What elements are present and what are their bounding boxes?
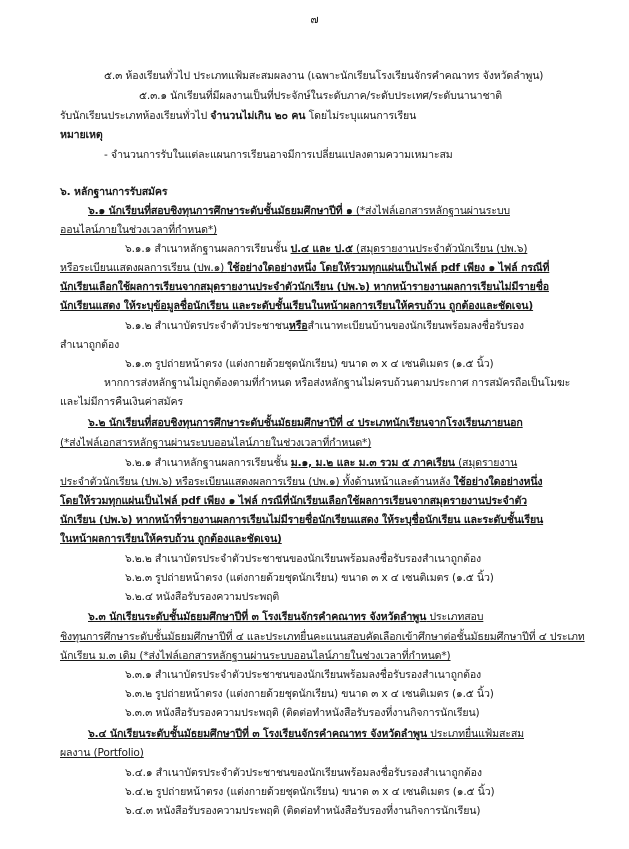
text-line [125, 688, 494, 701]
text-line [125, 457, 517, 470]
text-line [125, 320, 524, 333]
text-segment: ๖.๒ นักเรียนที่สอบชิงทุนการศึกษาระดับชั้นมัธยมศึกษาปีที่ ๔ ประเภทนักเรียนจากโรงเรียนภายนอก [88, 417, 523, 429]
text-line [60, 747, 144, 760]
text-segment: หมายเหตุ [60, 129, 103, 141]
text-line [125, 805, 480, 818]
text-segment: รับนักเรียนประเภทห้องเรียนทั่วไป [60, 110, 211, 122]
text-line [125, 591, 279, 604]
text-segment: ๖.๒.๓ รูปถ่ายหน้าตรง (แต่งกายด้วยชุดนักเรียน) ขนาด ๓ x ๔ เซนติเมตร (๑.๕ นิ้ว) [125, 572, 494, 584]
text-segment: หากการส่งหลักฐานไม่ถูกต้องตามที่กำหนด หรือส่งหลักฐานไม่ครบถ้วนตามประกาศ การสมัครถือเป็นโมฆะ [104, 377, 571, 389]
text-segment: ๖.๑.๒ สำเนาบัตรประจำตัวประชาชน [125, 320, 289, 332]
text-line [60, 281, 549, 294]
text-segment: โดยไม่ระบุแผนการเรียน [305, 110, 417, 122]
text-line [125, 553, 481, 566]
text-line [60, 300, 533, 313]
text-line [88, 611, 483, 624]
page-number: ๗ [310, 13, 319, 26]
text-line [60, 650, 451, 663]
text-segment: สำเนาถูกต้อง [60, 339, 120, 351]
text-line [125, 669, 481, 682]
text-line [60, 396, 183, 409]
text-line [60, 437, 371, 450]
text-line [60, 495, 527, 508]
text-line [88, 205, 510, 218]
text-segment: ๖.๑.๑ สำเนาหลักฐานผลการเรียนชั้น [125, 243, 291, 255]
text-segment: ชิงทุนการศึกษาระดับชั้นมัธยมศึกษาปีที่ ๔ และประเภทยื่นคะแนนสอบคัดเลือกเข้าศึกษาต่อชั้นมัธยมศึกษาปีที่ ๔ ประเภท [60, 631, 585, 643]
text-segment: ๖.๑ นักเรียนที่สอบชิงทุนการศึกษาระดับชั้นมัธยมศึกษาปีที่ ๑ [88, 205, 353, 217]
text-line [60, 339, 119, 352]
text-segment: สำเนาทะเบียนบ้านของนักเรียนพร้อมลงชื่อรับรอง [307, 320, 524, 332]
text-segment: ม.๑, ม.๒ และ ม.๓ รวม ๕ ภาคเรียน [290, 457, 455, 469]
text-segment: ๖.๑.๓ รูปถ่ายหน้าตรง (แต่งกายด้วยชุดนักเรียน) ขนาด ๓ x ๔ เซนติเมตร (๑.๕ นิ้ว) [125, 358, 494, 370]
text-line [104, 149, 453, 162]
text-segment: ๖.๒.๑ สำเนาหลักฐานผลการเรียนชั้น [125, 457, 291, 469]
text-segment: ป.๔ และ ป.๕ [290, 243, 353, 255]
text-segment: (สมุดรายงาน [454, 457, 518, 469]
text-line [60, 476, 542, 489]
text-segment: ๖.๔.๑ สำเนาบัตรประจำตัวประชาชนของนักเรียนพร้อมลงชื่อรับรองสำเนาถูกต้อง [125, 767, 482, 779]
text-line [60, 514, 543, 527]
text-segment: ๖.๓.๒ รูปถ่ายหน้าตรง (แต่งกายด้วยชุดนักเรียน) ขนาด ๓ x ๔ เซนติเมตร (๑.๕ นิ้ว) [125, 688, 494, 700]
text-segment: (*ส่งไฟล์เอกสารหลักฐานผ่านระบบออนไลน์ภายในช่วงเวลาที่กำหนด*) [60, 437, 372, 449]
text-line [104, 70, 543, 83]
text-segment: ๖.๔.๓ หนังสือรับรองความประพฤติ (ติดต่อทำหนังสือรับรองที่งานกิจการนักเรียน) [125, 805, 481, 817]
text-segment: ๖.๔ นักเรียนระดับชั้นมัธยมศึกษาปีที่ ๓ โรงเรียนจักรคำคณาทร จังหวัดลำพูน [88, 728, 427, 740]
text-line [60, 110, 416, 123]
text-line [125, 243, 527, 256]
text-segment: นักเรียนเลือกใช้ผลการเรียนจากสมุดรายงานประจำตัวนักเรียน (ปพ.๖) หากหน้ารายงานผลการเรียนไม่มีรายชื่อ [60, 281, 549, 293]
text-segment: จำนวนไม่เกิน ๒๐ คน [210, 110, 306, 122]
text-segment: ๖.๓ นักเรียนระดับชั้นมัธยมศึกษาปีที่ ๓ โรงเรียนจักรคำคณาทร จังหวัดลำพูน [88, 611, 427, 623]
text-segment: นักเรียน ม.๓ เดิม (*ส่งไฟล์เอกสารหลักฐานผ่านระบบออนไลน์ภายในช่วงเวลาที่กำหนด*) [60, 650, 451, 662]
text-segment: ใช้อย่างใดอย่างหนึ่ง [453, 476, 543, 488]
section-heading [60, 186, 167, 199]
text-segment: และไม่มีการคืนเงินค่าสมัคร [60, 396, 183, 408]
text-segment: ๖. หลักฐานการรับสมัคร [60, 186, 168, 198]
text-segment: ๖.๒.๒ สำเนาบัตรประจำตัวประชาชนของนักเรียนพร้อมลงชื่อรับรองสำเนาถูกต้อง [125, 553, 482, 565]
text-segment: หรือระเบียนแสดงผลการเรียน (ปพ.๑) [60, 262, 228, 274]
text-line [60, 224, 217, 237]
text-segment: ๖.๓.๑ สำเนาบัตรประจำตัวประชาชนของนักเรียนพร้อมลงชื่อรับรองสำเนาถูกต้อง [125, 669, 482, 681]
text-segment: ใช้อย่างใดอย่างหนึ่ง โดยให้รวมทุกแผ่นเป็นไฟล์ pdf เพียง ๑ ไฟล์ กรณีที่ [227, 262, 550, 274]
text-segment: หรือ [288, 320, 308, 332]
text-segment: ๖.๓.๓ หนังสือรับรองความประพฤติ (ติดต่อทำหนังสือรับรองที่งานกิจการนักเรียน) [125, 707, 480, 719]
text-segment: นักเรียน (ปพ.๖) หากหน้าที่รายงานผลการเรียนไม่มีรายชื่อนักเรียนแสดง ให้ระบุชื่อนักเรียน และระดับชั้นเรียน [60, 514, 544, 526]
text-segment: ประเภทสอบ [426, 611, 484, 623]
text-segment: ๕.๓ ห้องเรียนทั่วไป ประเภทแฟ้มสะสมผลงาน (เฉพาะนักเรียนโรงเรียนจักรคำคณาทร จังหวัดลำพูน) [104, 70, 544, 82]
text-line [88, 728, 524, 741]
text-line [125, 572, 494, 585]
text-segment: นักเรียนแสดง ให้ระบุข้อมูลชื่อนักเรียน และระดับชั้นเรียนในหน้าผลการเรียนให้ครบถ้วน ถูกต้องและชัดเจน) [60, 300, 534, 312]
text-line [139, 90, 502, 103]
text-segment: (*ส่งไฟล์เอกสารหลักฐานผ่านระบบ [352, 205, 510, 217]
text-segment: ๕.๓.๑ นักเรียนที่มีผลงานเป็นที่ประจักษ์ในระดับภาค/ระดับประเทศ/ระดับนานาชาติ [139, 90, 503, 102]
text-segment: ๖.๔.๒ รูปถ่ายหน้าตรง (แต่งกายด้วยชุดนักเรียน) ขนาด ๓ x ๔ เซนติเมตร (๑.๕ นิ้ว) [125, 786, 495, 798]
text-segment: ประจำตัวนักเรียน (ปพ.๖) หรือระเบียนแสดงผลการเรียน (ปพ.๑) ทั้งด้านหน้าและด้านหลัง [60, 476, 454, 488]
text-line [125, 786, 495, 799]
text-segment: ประเภทยื่นแฟ้มสะสม [426, 728, 524, 740]
text-segment: (สมุดรายงานประจำตัวนักเรียน (ปพ.๖) [352, 243, 528, 255]
text-line [125, 358, 494, 371]
text-segment: ในหน้าผลการเรียนให้ครบถ้วน ถูกต้องและชัดเจน) [60, 533, 282, 545]
text-line [60, 533, 282, 546]
text-line [88, 417, 523, 430]
text-segment: ๖.๒.๔ หนังสือรับรองความประพฤติ [125, 591, 280, 603]
text-line [104, 377, 570, 390]
text-line [125, 707, 480, 720]
text-segment: โดยให้รวมทุกแผ่นเป็นไฟล์ pdf เพียง ๑ ไฟล์ กรณีที่นักเรียนเลือกใช้ผลการเรียนจากสมุดรายงานประจำตัว [60, 495, 527, 507]
text-line [60, 631, 585, 644]
text-segment: ออนไลน์ภายในช่วงเวลาที่กำหนด*) [60, 224, 218, 236]
text-segment: ผลงาน (Portfolio) [60, 747, 144, 759]
text-line [60, 262, 549, 275]
text-segment: - จำนวนการรับในแต่ละแผนการเรียนอาจมีการเปลี่ยนแปลงตามความเหมาะสม [104, 149, 453, 161]
text-line [125, 767, 482, 780]
text-line [60, 129, 103, 142]
